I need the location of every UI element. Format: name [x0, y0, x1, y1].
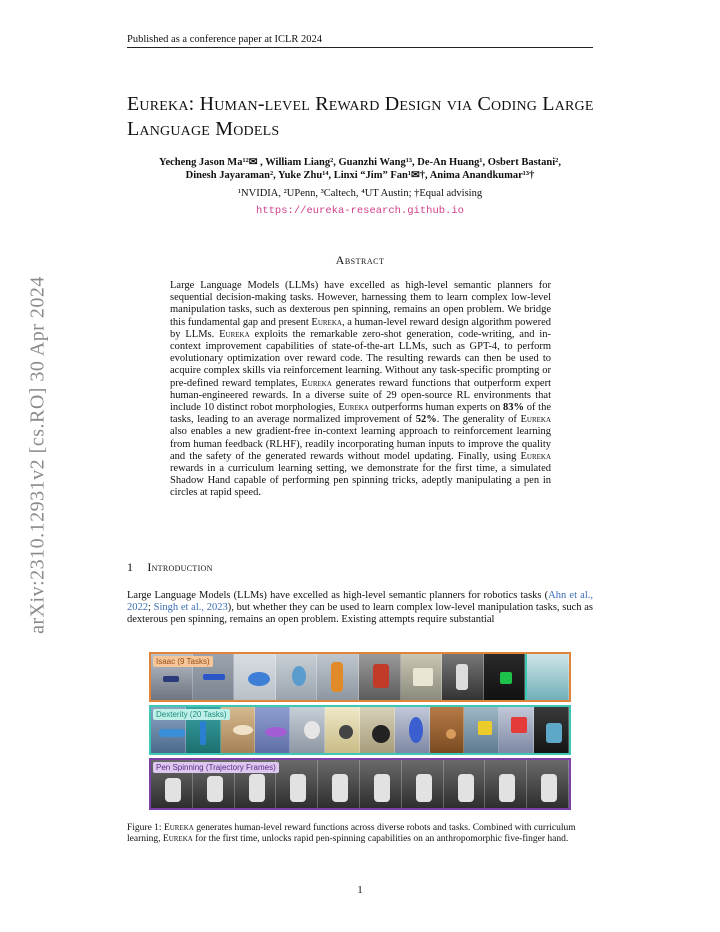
figure-row-isaac: [149, 652, 571, 702]
row-label-pen-spinning: Pen Spinning (Trajectory Frames): [153, 762, 279, 773]
figure-1: [149, 652, 571, 810]
arxiv-stamp: [18, 250, 58, 660]
citation-link[interactable]: Ahn et al., 2022: [127, 590, 593, 614]
header-rule: [127, 47, 593, 48]
section-title: Introduction: [147, 560, 213, 574]
paper-title: Eureka: Human-level Reward Design via Coding Large Language Models: [127, 93, 594, 140]
authors-line-2: Dinesh Jayaraman², Yuke Zhu¹⁴, Linxi “Jim” Fan¹✉†, Anima Anandkumar¹³†: [185, 170, 535, 181]
running-header: Published as a conference paper at ICLR 2024: [127, 34, 323, 45]
section-number: 1: [127, 560, 134, 574]
section-heading-introduction: [127, 560, 213, 575]
figure-row-dexterity: [149, 705, 571, 755]
introduction-paragraph: Large Language Models (LLMs) have excelled as high-level semantic planners for robotics tasks (Ahn et al., 2022; Singh et al., 2023), but whether they can be used to learn complex low-level manipulation tasks, such as dexterous pen spinning, remains an open problem. Existing attempts require substantial: [127, 590, 593, 626]
figure-row-pen-spinning: [149, 758, 571, 810]
page-number: 1: [357, 884, 363, 896]
project-url-link[interactable]: https://eureka-research.github.io: [256, 205, 464, 217]
affiliations: ¹NVIDIA, ²UPenn, ³Caltech, ⁴UT Austin; †Equal advising: [237, 188, 483, 199]
author-list: [127, 156, 593, 182]
authors-line-1: Yecheng Jason Ma¹²✉ , William Liang², Guanzhi Wang¹³, De-An Huang¹, Osbert Bastani²,: [159, 157, 561, 168]
row-label-dexterity: Dexterity (20 Tasks): [153, 709, 230, 720]
citation-link[interactable]: Singh et al., 2023: [153, 602, 228, 614]
figure-1-caption: Figure 1: Eureka generates human-level reward functions across diverse robots and tasks. Combined with curriculum learning, Eureka for the first time, unlocks rapid pen-spinning capabilities on an anthropomorphic five-finger hand.: [127, 823, 576, 844]
abstract-heading: Abstract: [335, 253, 385, 267]
arxiv-stamp-text: arXiv:2310.12931v2 [cs.RO] 30 Apr 2024: [26, 276, 49, 634]
abstract-body: Large Language Models (LLMs) have excelled as high-level semantic planners for sequential decision-making tasks. However, harnessing them to learn complex low-level manipulation tasks, such as dexterous pen spinning, remains an open problem. We bridge this fundamental gap and present Eureka, a human-level reward design algorithm powered by LLMs. Eureka exploits the remarkable zero-shot generation, code-writing, and in-context improvement capabilities of state-of-the-art LLMs, such as GPT-4, to perform evolutionary optimization over reward code. The resulting rewards can then be used to acquire complex skills via reinforcement learning. Without any task-specific prompting or pre-defined reward templates, Eureka generates reward functions that outperform expert human-engineered rewards. In a diverse suite of 29 open-source RL environments that include 10 distinct robot morphologies, Eureka outperforms human experts on 83% of the tasks, leading to an average normalized improvement of 52%. The generality of Eureka also enables a new gradient-free in-context learning approach to reinforcement learning from human feedback (RLHF), readily incorporating human inputs to improve the quality and the safety of the generated rewards without model updating. Finally, using Eureka rewards in a curriculum learning setting, we demonstrate for the first time, a simulated Shadow Hand capable of performing pen spinning tricks, adeptly manipulating a pen in circles at rapid speed.: [170, 280, 552, 499]
row-label-isaac: Isaac (9 Tasks): [153, 656, 213, 667]
